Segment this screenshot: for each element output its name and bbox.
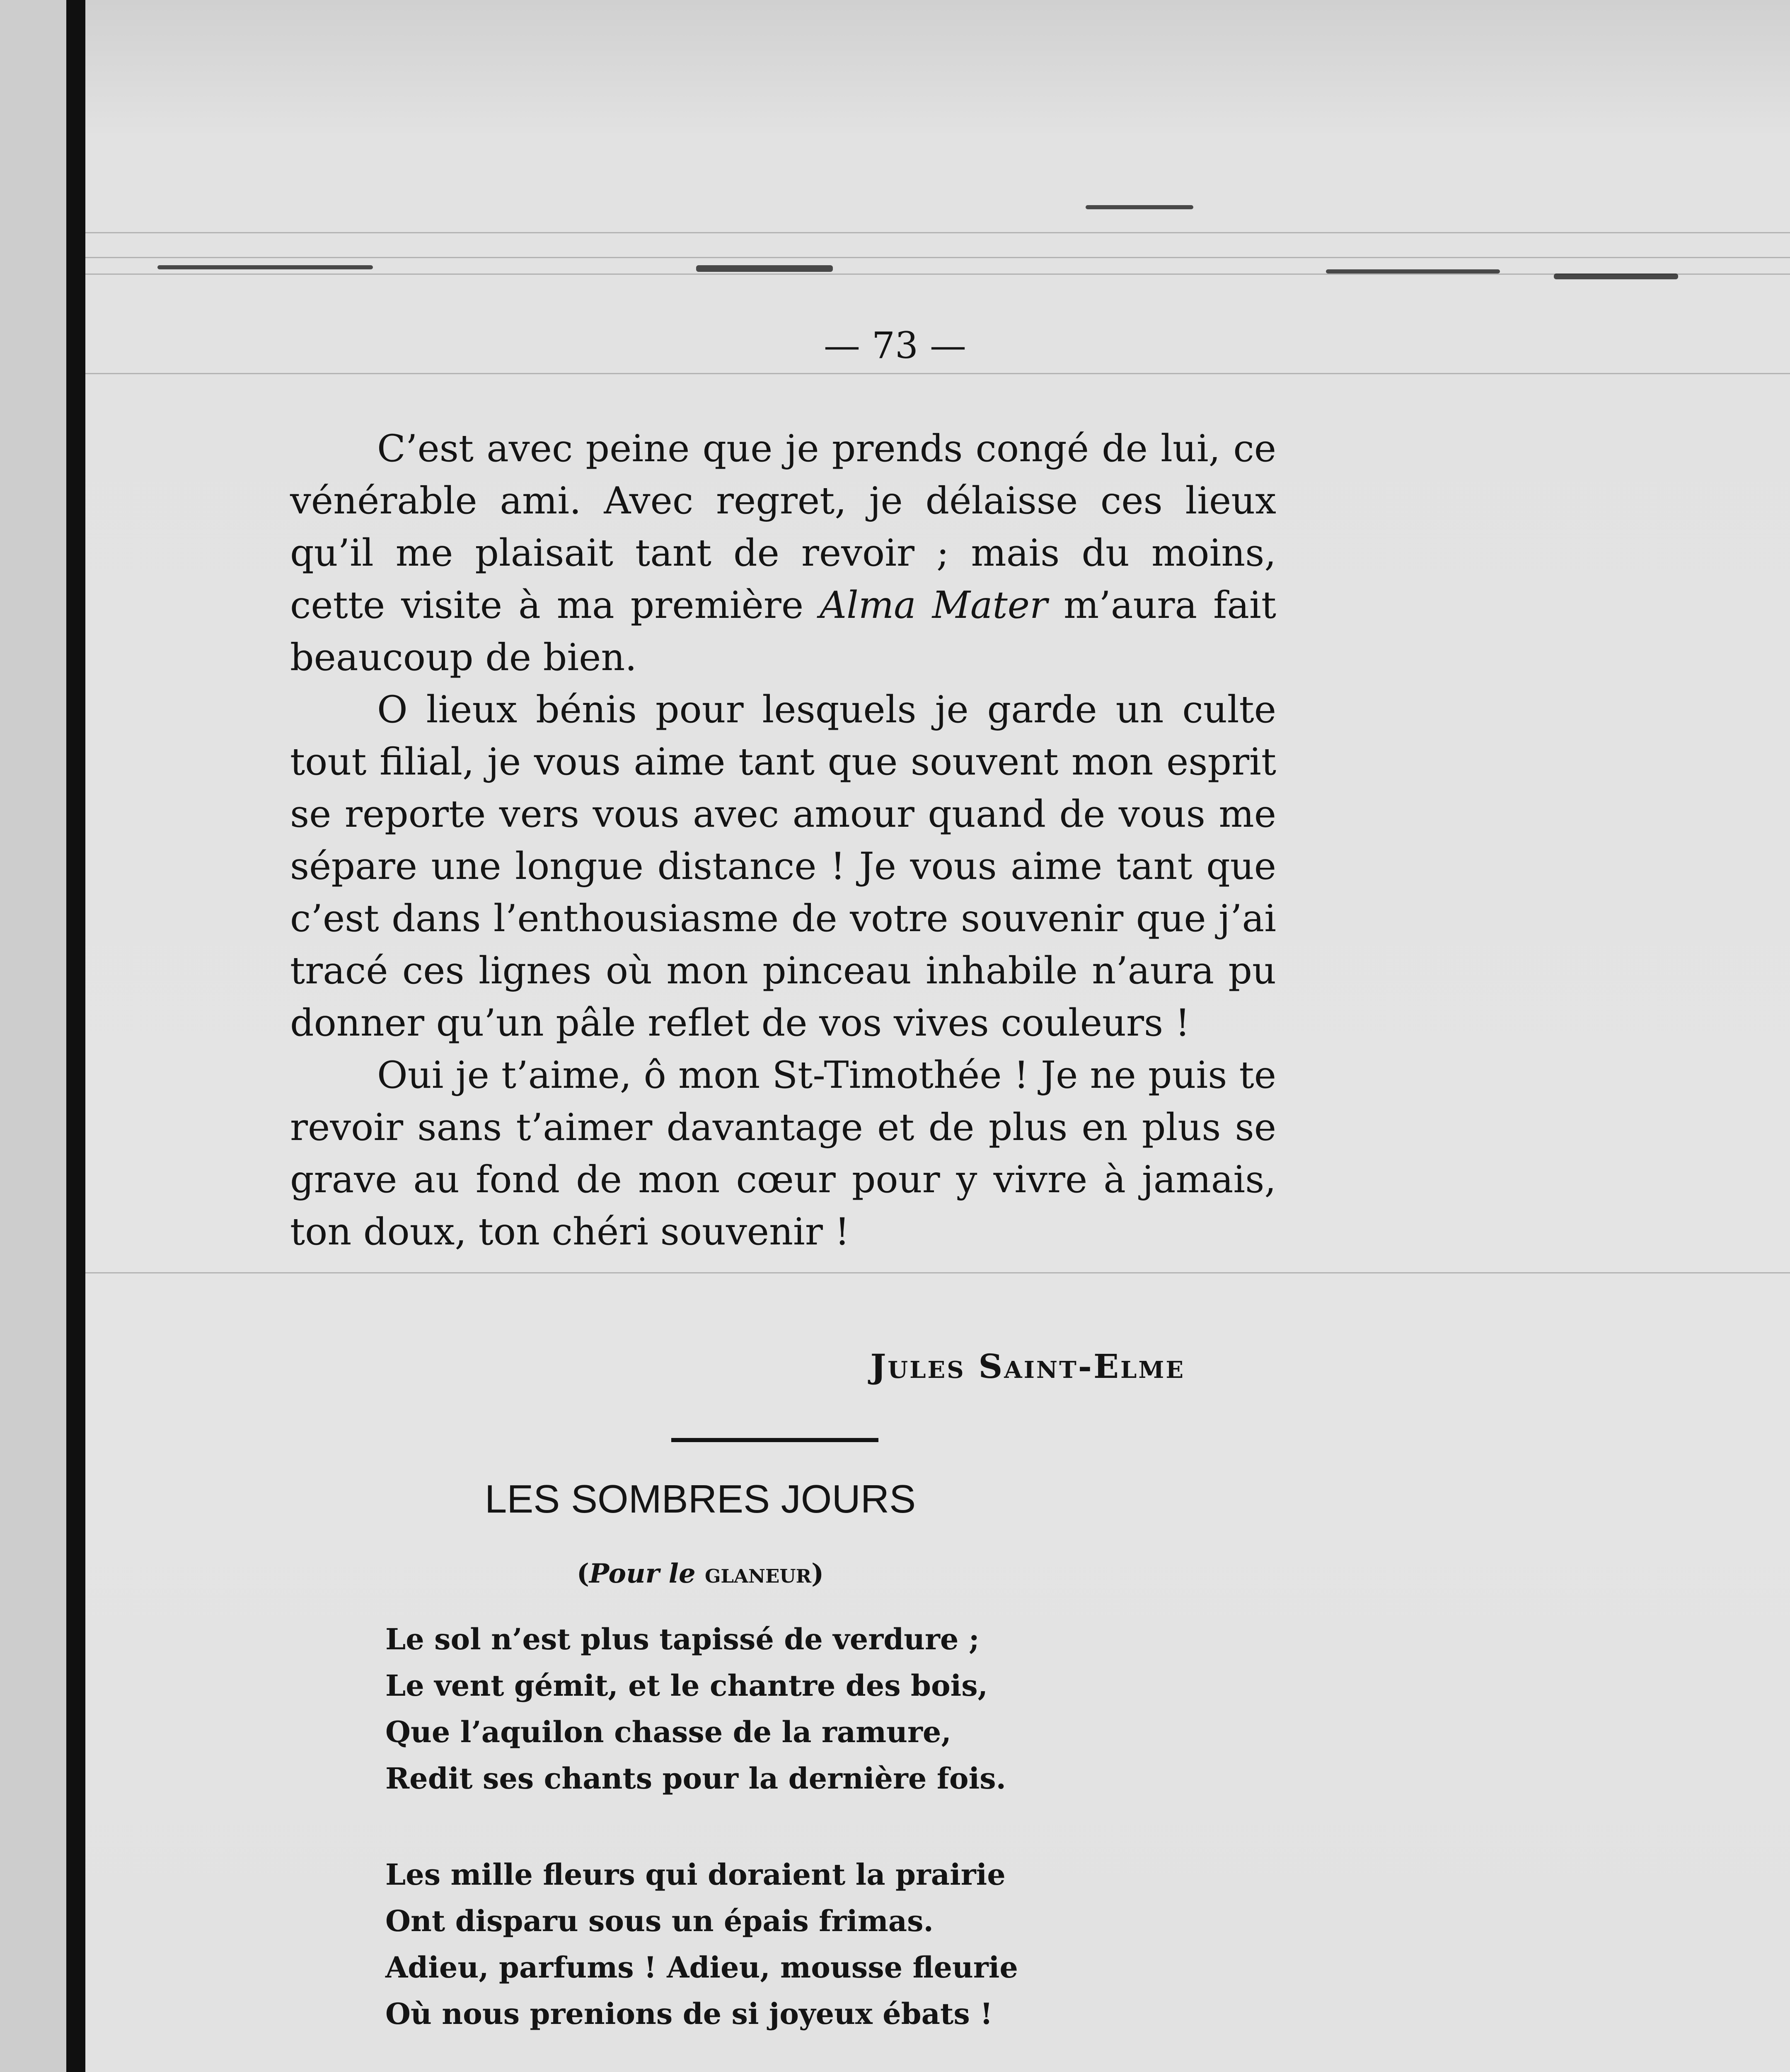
emphasized-text: Alma Mater — [820, 583, 1048, 627]
dedication-bracket: ) — [811, 1558, 824, 1589]
binding-edge — [66, 0, 85, 2072]
article-paragraph — [290, 1049, 1276, 1258]
poem-verse: Adieu, parfums ! Adieu, mousse fleurie — [385, 1950, 1018, 1985]
paragraph-text: Oui je t’aime, ô mon St-Timothée ! Je ne puis te revoir sans t’aimer davantage et de plus en plus se grave au fond de mon cœur pour y vivre à jamais, ton doux, ton chéri souvenir ! — [290, 1053, 1276, 1254]
poem-verse: Ont disparu sous un épais frimas. — [385, 1904, 934, 1938]
scan-streak — [85, 232, 1790, 233]
dedication-publication: glaneur — [704, 1558, 811, 1589]
section-divider — [671, 1438, 878, 1442]
scan-smudge — [1554, 274, 1678, 279]
poem-title: LES SOMBRES JOURS — [484, 1477, 916, 1521]
paragraph-text: C’est avec peine que je prends congé de lui, ce vénérable ami. Avec regret, je délaisse ces lieux qu’il me plaisait tant de revoir ; mais du moins, cette visite à ma première — [290, 427, 1276, 627]
scan-streak — [85, 257, 1790, 258]
scan-streak — [85, 1272, 1790, 1273]
poem-body — [385, 1616, 1297, 2072]
dedication-bracket: ( — [576, 1558, 589, 1589]
poem-verse: Redit ses chants pour la dernière fois. — [385, 1761, 1006, 1796]
poem-verse: Que l’aquilon chasse de la ramure, — [385, 1715, 951, 1749]
dedication-text: Pour le — [589, 1558, 696, 1589]
poem-stanza — [385, 1616, 1297, 1802]
article-paragraph — [290, 423, 1276, 684]
poem-verse: Le sol n’est plus tapissé de verdure ; — [385, 1622, 980, 1656]
article-paragraph — [290, 684, 1276, 1049]
poem-stanza — [385, 1852, 1297, 2037]
paragraph-text: m’aura fait beaucoup de bien. — [290, 583, 1276, 679]
scan-smudge — [1086, 205, 1193, 209]
scan-smudge — [1326, 269, 1500, 274]
page-number: — 73 — — [824, 324, 966, 367]
article-body — [290, 423, 1276, 1258]
poem-dedication — [0, 1558, 1401, 1589]
author-signature: Jules Saint-Elme — [870, 1347, 1185, 1386]
poem-verse: Les mille fleurs qui doraient la prairie — [385, 1857, 1006, 1892]
scan-streak — [85, 373, 1790, 374]
poem-verse: Où nous prenions de si joyeux ébats ! — [385, 1997, 993, 2031]
poem-verse: Le vent gémit, et le chantre des bois, — [385, 1668, 988, 1703]
scan-smudge — [696, 265, 833, 272]
left-margin — [0, 0, 66, 2072]
scan-smudge — [157, 265, 373, 269]
paragraph-text: O lieux bénis pour lesquels je garde un culte tout filial, je vous aime tant que souvent mon esprit se reporte vers vous avec amour quand de vous me sépare une longue distance ! Je vous aime tant que c’est dans l’enthousiasme de votre souvenir que j’ai tracé ces lignes où mon pinceau inhabile n’aura pu donner qu’un pâle reflet de vos vives couleurs ! — [290, 688, 1276, 1045]
scan-streak — [85, 274, 1790, 275]
